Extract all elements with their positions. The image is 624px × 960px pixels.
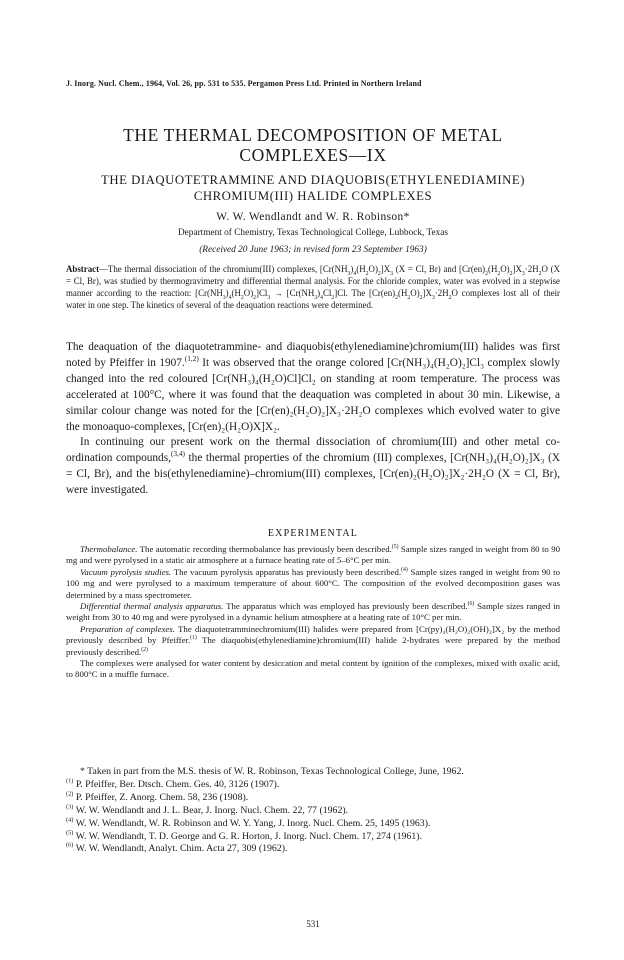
- abstract-sub: 2: [497, 270, 501, 277]
- abstract-text: ]X: [512, 264, 522, 274]
- section-heading-experimental: EXPERIMENTAL: [267, 528, 359, 539]
- abstract-text: O): [500, 264, 510, 274]
- exp-text: The diaquobis(ethylenediamine)chromium(III) halide 2-hydrates were prepared by the method previously described.: [66, 635, 560, 657]
- exp-text: The vacuum pyrolysis apparatus has previously been described.: [171, 566, 402, 577]
- article-subtitle: [66, 173, 560, 204]
- abstract-text: (H: [356, 264, 366, 274]
- abstract-text: O): [243, 288, 254, 298]
- reference-item: [66, 831, 560, 844]
- abstract-sub: 3: [222, 294, 226, 301]
- abstract-text: ]Cl. The [Cr(en): [334, 288, 396, 298]
- abstract-text: ): [317, 288, 321, 298]
- citation-ref: (3,4): [170, 449, 185, 459]
- abstract-sub: 2: [377, 270, 381, 277]
- abstract-sub: 2: [485, 270, 488, 277]
- abstract-text: ): [225, 288, 229, 298]
- subtitle-line-2: CHROMIUM(III) HALIDE COMPLEXES: [193, 188, 433, 203]
- abstract-sub: 3: [521, 270, 525, 277]
- citation-ref: (6): [467, 601, 475, 608]
- abstract-text: (H: [488, 264, 498, 274]
- abstract-sub: 2: [253, 294, 257, 301]
- title-line-2: COMPLEXES—IX: [239, 145, 387, 165]
- reference-text: P. Pfeiffer, Z. Anorg. Chem. 58, 236 (1908).: [73, 791, 249, 803]
- exp-paragraph-thermobalance: [66, 544, 560, 567]
- abstract-sub: 4: [320, 294, 324, 301]
- abstract-sub: 2: [395, 294, 399, 301]
- abstract-sub: 2: [448, 294, 452, 301]
- abstract-sub: 3: [390, 270, 394, 277]
- reference-number: (4): [66, 816, 74, 824]
- exp-subheading: Thermobalance.: [80, 544, 138, 554]
- exp-text: The apparatus which was employed has previously been described.: [223, 601, 468, 612]
- citation-ref: (1,2): [184, 354, 199, 364]
- abstract-text: —The thermal dissociation of the chromium(III) complexes, [Cr(NH: [99, 264, 348, 274]
- intro-paragraph-1: [66, 340, 560, 435]
- citation-ref: (5): [391, 544, 399, 551]
- reference-text: W. W. Wendlandt, T. D. George and G. R. Horton, J. Inorg. Nucl. Chem. 17, 274 (1961).: [73, 830, 422, 842]
- intro-text: The deaquation of the diaquotetrammine- and diaquobis(ethylenediamine)chromium(III) halides was first noted by Pfeiffer in 1907.: [66, 341, 560, 369]
- abstract-sub: 2: [407, 294, 411, 301]
- abstract-sub: 2: [365, 270, 369, 277]
- abstract-text: (H: [231, 288, 241, 298]
- abstract-text: O): [368, 264, 378, 274]
- abstract: [66, 263, 560, 311]
- exp-text: Sample sizes ranged in weight from 80 to 90 mg and were pyrolysed in a static air atmosphere at a furnace heating rate of 5–6°C per min.: [66, 544, 560, 566]
- intro-text: It was observed that the orange colored [Cr(NH₃)₄(H₂O)₂]Cl₃ complex slowly changed into the red coloured [Cr(NH₃)₄(H₂O)Cl]Cl₂ on standing at room temperature. The process was accelerated at 100°C, where it was found that the deaquation was completed in about 30 min. Likewise, a similar colour change was noted for the [Cr(en)₂(H₂O)₂]X₃·2H₂O complexes which evolved water to give the monoaquo-complexes, [Cr(en)₂(H₂O)X]X₂.: [66, 356, 560, 433]
- reference-text: W. W. Wendlandt, W. R. Robinson and W. Y. Yang, J. Inorg. Nucl. Chem. 25, 1495 (1963).: [73, 817, 431, 829]
- abstract-text: O): [410, 288, 420, 298]
- abstract-sub: 4: [228, 294, 232, 301]
- experimental-section: [66, 544, 560, 681]
- abstract-text: ·2H: [524, 264, 539, 274]
- citation-ref: (1): [190, 635, 197, 642]
- abstract-text: ]X: [380, 264, 391, 274]
- abstract-text: → [Cr(NH: [270, 288, 315, 298]
- journal-citation: J. Inorg. Nucl. Chem., 1964, Vol. 26, pp. 531 to 535. Pergamon Press Ltd. Printed in Northern Ireland: [66, 79, 422, 88]
- abstract-text: ·2H: [434, 288, 449, 298]
- exp-paragraph-dta: [66, 601, 560, 624]
- affiliation: Department of Chemistry, Texas Technological College, Lubbock, Texas: [177, 228, 449, 238]
- exp-subheading: Preparation of complexes.: [80, 623, 175, 634]
- reference-item: [66, 792, 560, 805]
- citation-ref: (2): [141, 646, 148, 653]
- footnote-star: * Taken in part from the M.S. thesis of W. R. Robinson, Texas Technological College, June, 1962.: [80, 766, 464, 777]
- article-title: [66, 125, 560, 165]
- abstract-text: Cl: [323, 288, 332, 298]
- exp-text: The automatic recording thermobalance has previously been described.: [137, 544, 392, 554]
- exp-text: The diaquotetramminechromium(III) halides were prepared from [Cr(py)₄(H₂O)₂(OH)₂]X₂ by the method previously described by Pfeiffer.: [66, 623, 560, 646]
- reference-number: (3): [66, 803, 74, 811]
- intro-paragraph-2: [66, 435, 560, 499]
- reference-text: P. Pfeiffer, Ber. Dtsch. Chem. Ges. 40, 3126 (1907).: [73, 778, 280, 790]
- abstract-sub: 4: [353, 270, 357, 277]
- reference-list: [66, 779, 560, 856]
- exp-text: Sample sizes ranged in weight from 30 to 40 mg and were pyrolysed in a dynamic helium atmosphere at a heating rate of 10°C per min.: [66, 601, 560, 623]
- reference-item: [66, 843, 560, 856]
- abstract-sub: 3: [267, 294, 271, 301]
- abstract-sub: 3: [431, 294, 435, 301]
- reference-number: (6): [66, 842, 74, 850]
- exp-paragraph-preparation: [66, 624, 560, 658]
- authors: W. W. Wendlandt and W. R. Robinson*: [216, 211, 410, 223]
- introduction: [66, 340, 560, 499]
- abstract-sub: 2: [419, 294, 423, 301]
- citation-ref: (4): [401, 566, 408, 573]
- title-line-1: THE THERMAL DECOMPOSITION OF METAL: [123, 125, 503, 145]
- exp-subheading: Differential thermal analysis apparatus.: [80, 601, 224, 612]
- exp-paragraph-analysis: The complexes were analysed for water content by desiccation and metal content by ignition of the complexes, mixed with oxalic acid, to 800°C in a muffle furnace.: [66, 658, 560, 680]
- reference-number: (1): [66, 777, 74, 785]
- abstract-text: ]Cl: [256, 288, 268, 298]
- reference-text: W. W. Wendlandt, Analyt. Chim. Acta 27, 309 (1962).: [73, 843, 288, 855]
- abstract-label: Abstract: [66, 264, 100, 274]
- abstract-text: O (X = Cl, Br), was studied by thermogravimetry and differential thermal analysis. For the chloride complex, water was evolved in a stepwise manner according to the reaction: [Cr(NH: [66, 264, 560, 298]
- reference-item: [66, 818, 560, 831]
- reference-item: [66, 805, 560, 818]
- abstract-sub: 3: [347, 270, 351, 277]
- exp-paragraph-vacuum: [66, 567, 560, 601]
- abstract-text: (H: [398, 288, 408, 298]
- abstract-text: ]X: [422, 288, 432, 298]
- exp-subheading: Vacuum pyrolysis studies.: [80, 566, 172, 577]
- reference-text: W. W. Wendlandt and J. L. Bear, J. Inorg. Nucl. Chem. 22, 77 (1962).: [73, 804, 349, 816]
- abstract-sub: 2: [509, 270, 513, 277]
- abstract-text: (X = Cl, Br) and [Cr(en): [393, 264, 486, 274]
- abstract-text: O complexes lost all of their water in one step. The kinetics of several of the deaquation reactions were determined.: [66, 288, 560, 310]
- footnotes: [66, 766, 560, 856]
- received-dates: (Received 20 June 1963; in revised form 23 September 1963): [199, 245, 427, 255]
- reference-item: [66, 779, 560, 792]
- subtitle-line-1: THE DIAQUOTETRAMMINE AND DIAQUOBIS(ETHYLENEDIAMINE): [101, 173, 525, 187]
- abstract-text: ): [350, 264, 354, 274]
- abstract-sub: 2: [331, 294, 335, 301]
- exp-text: Sample sizes ranged in weight from 90 to 100 mg and were pyrolysed to a maximum temperature of about 600°C. The composition of the evolved decomposition gases was determined by a mass spectrometer.: [66, 566, 560, 600]
- abstract-sub: 3: [314, 294, 318, 301]
- reference-number: (2): [66, 790, 74, 798]
- intro-text: In continuing our present work on the thermal dissociation of chromium(III) and other metal co-ordination compounds,: [66, 436, 560, 465]
- page-number: 531: [306, 919, 320, 929]
- abstract-sub: 2: [538, 270, 542, 277]
- reference-number: (5): [66, 829, 74, 837]
- intro-text: the thermal properties of the chromium (III) complexes, [Cr(NH₃)₄(H₂O)₂]X₃ (X = Cl, Br), and the bis(ethylenediamine)–chromium(III) complexes, [Cr(en)₂(H₂O)₂]X₂·2H₂O (X = Cl, Br), were investigated.: [66, 452, 560, 497]
- abstract-sub: 2: [240, 294, 244, 301]
